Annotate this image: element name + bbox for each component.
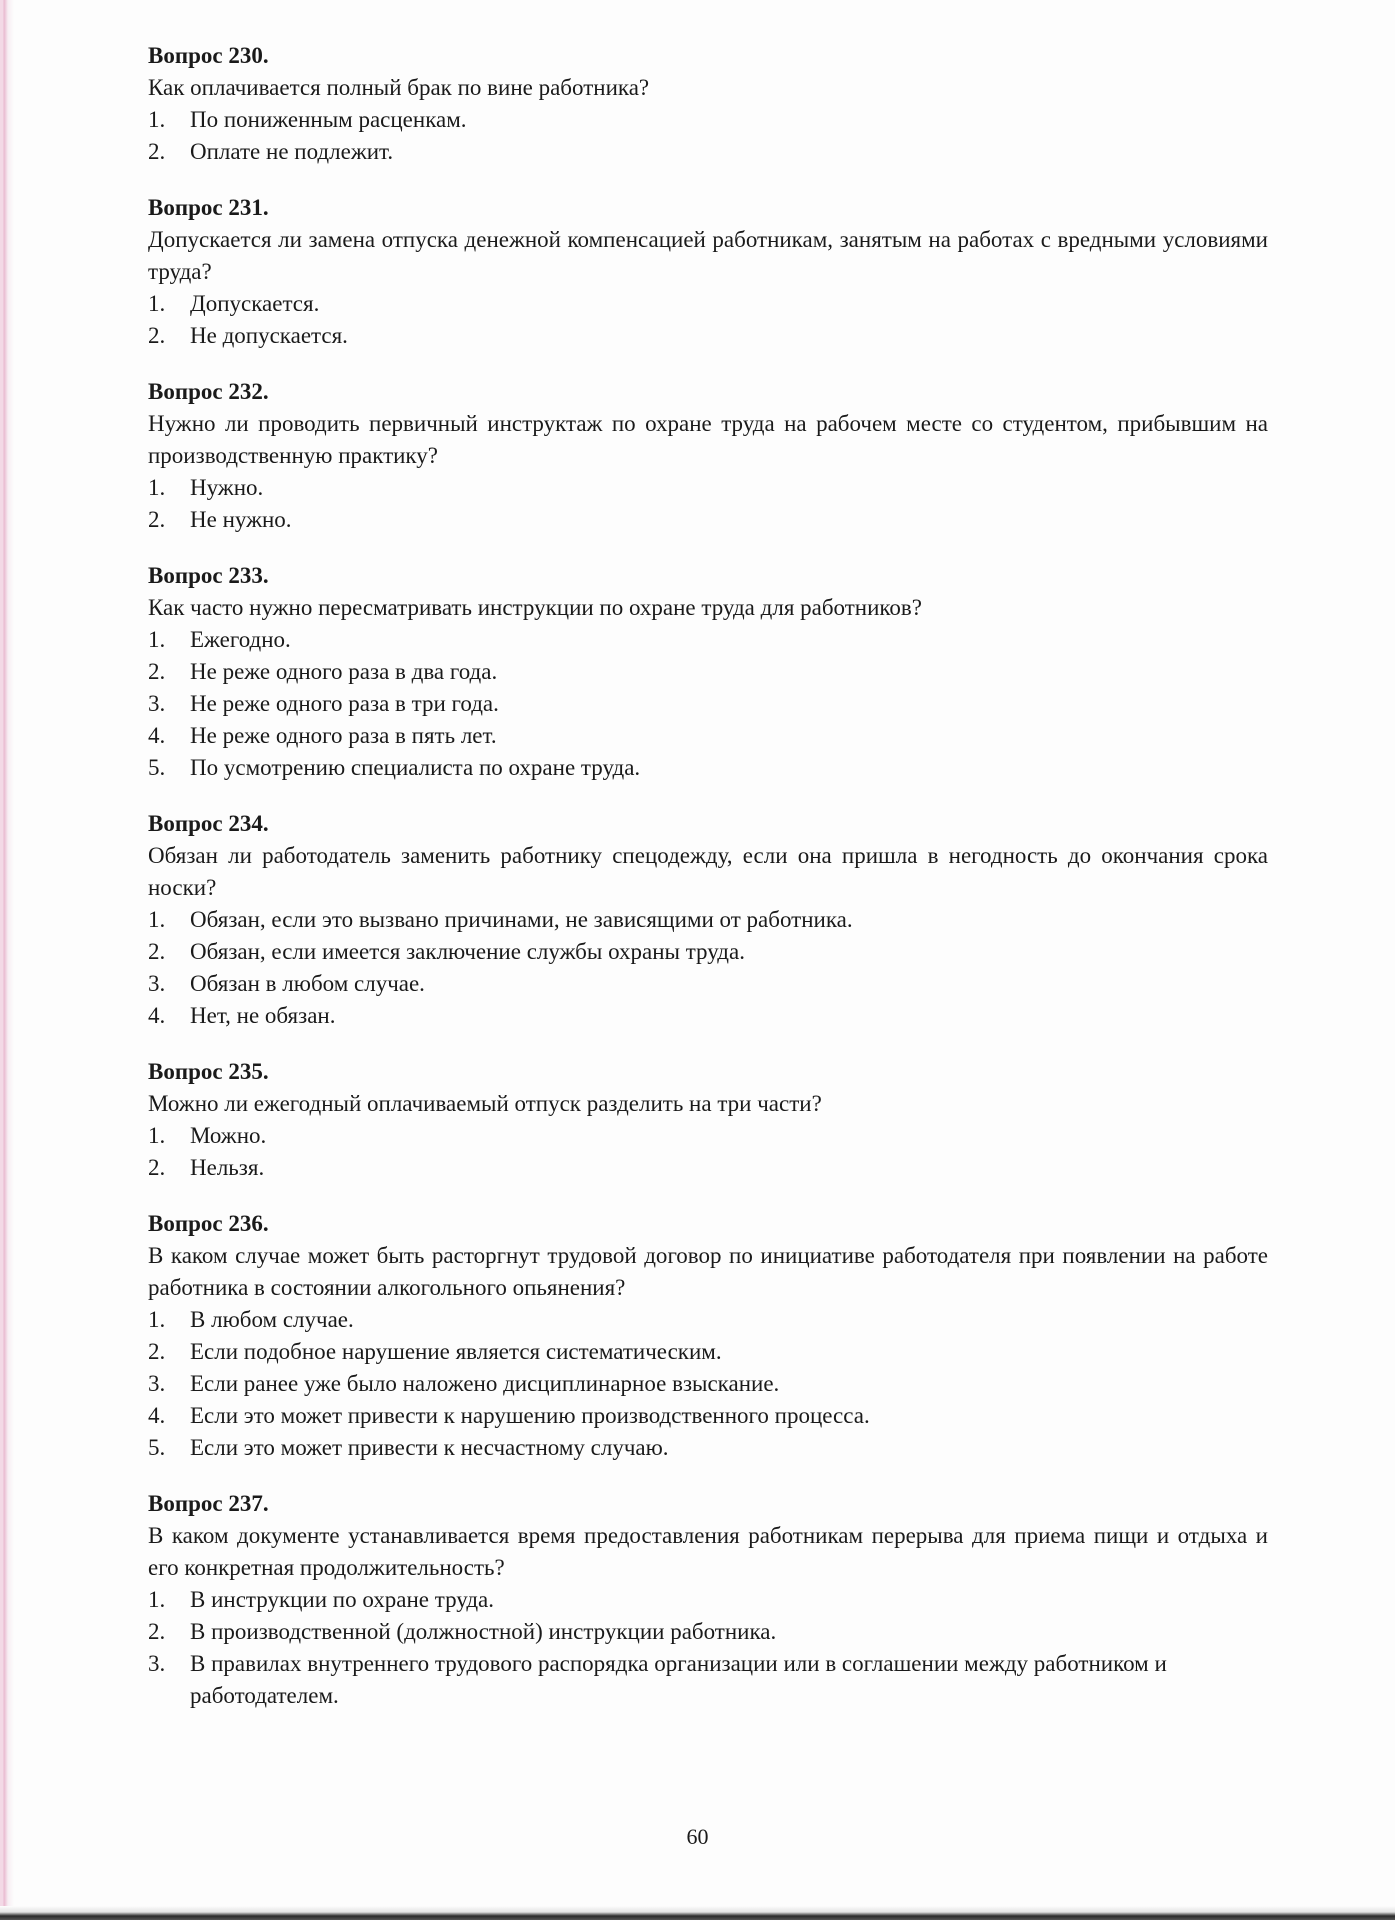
answer-option: [148, 1368, 1268, 1400]
answer-number: 3.: [148, 971, 166, 996]
answer-list: [148, 624, 1268, 784]
question-text: Нужно ли проводить первичный инструктаж по охране труда на рабочем месте со студентом, прибывшим на производственную практику?: [148, 411, 1268, 468]
answer-number: 1.: [148, 107, 166, 132]
question-text: В каком документе устанавливается время предоставления работникам перерыва для приема пищи и отдыха и его конкретная продолжительность?: [148, 1523, 1268, 1580]
answer-text: По пониженным расценкам.: [190, 107, 467, 132]
answer-option: [148, 320, 1268, 352]
question-text: Обязан ли работодатель заменить работнику спецодежду, если она пришла в негодность до окончания срока носки?: [148, 843, 1268, 900]
answer-text: В любом случае.: [190, 1307, 354, 1332]
answer-text: Обязан в любом случае.: [190, 971, 425, 996]
answer-text: Не допускается.: [190, 323, 348, 348]
answer-list: [148, 104, 1268, 168]
answer-option: [148, 936, 1268, 968]
answer-number: 3.: [148, 1651, 166, 1676]
answer-option: [148, 1304, 1268, 1336]
answer-number: 2.: [148, 659, 166, 684]
answer-option: [148, 472, 1268, 504]
answer-option: [148, 1152, 1268, 1184]
question-block: [148, 808, 1268, 1032]
question-list: [148, 40, 1268, 1736]
question-block: [148, 1056, 1268, 1184]
answer-number: 2.: [148, 507, 166, 532]
answer-number: 4.: [148, 723, 166, 748]
answer-list: [148, 1120, 1268, 1184]
answer-number: 2.: [148, 939, 166, 964]
answer-number: 1.: [148, 1123, 166, 1148]
answer-text: По усмотрению специалиста по охране труда.: [190, 755, 641, 780]
question-title: Вопрос 232.: [148, 379, 269, 404]
answer-list: [148, 1584, 1268, 1712]
answer-list: [148, 472, 1268, 536]
answer-text: Не реже одного раза в пять лет.: [190, 723, 497, 748]
answer-number: 3.: [148, 691, 166, 716]
question-text: В каком случае может быть расторгнут трудовой договор по инициативе работодателя при появлении на работе работника в состоянии алкогольного опьянения?: [148, 1243, 1268, 1300]
answer-number: 2.: [148, 1155, 166, 1180]
answer-number: 5.: [148, 755, 166, 780]
answer-option: [148, 968, 1268, 1000]
answer-text: Обязан, если имеется заключение службы охраны труда.: [190, 939, 745, 964]
question-title: Вопрос 231.: [148, 195, 269, 220]
question-text: Допускается ли замена отпуска денежной компенсацией работникам, занятым на работах с вредными условиями труда?: [148, 227, 1268, 284]
question-text: Как оплачивается полный брак по вине работника?: [148, 75, 650, 100]
answer-text: В производственной (должностной) инструкции работника.: [190, 1619, 777, 1644]
answer-text: Если ранее уже было наложено дисциплинарное взыскание.: [190, 1371, 780, 1396]
question-text: Как часто нужно пересматривать инструкции по охране труда для работников?: [148, 595, 922, 620]
question-block: [148, 40, 1268, 168]
answer-number: 2.: [148, 139, 166, 164]
scan-bottom-edge: [0, 1906, 1395, 1920]
answer-number: 1.: [148, 291, 166, 316]
answer-list: [148, 1304, 1268, 1464]
answer-text: Допускается.: [190, 291, 320, 316]
answer-option: [148, 1616, 1268, 1648]
answer-option: [148, 656, 1268, 688]
answer-text: В правилах внутреннего трудового распорядка организации или в соглашении между работником и работодателем.: [190, 1651, 1167, 1708]
question-title: Вопрос 230.: [148, 43, 269, 68]
answer-text: Ежегодно.: [190, 627, 291, 652]
answer-number: 1.: [148, 475, 166, 500]
answer-number: 2.: [148, 323, 166, 348]
answer-text: Если подобное нарушение является систематическим.: [190, 1339, 722, 1364]
answer-option: [148, 752, 1268, 784]
answer-option: [148, 1400, 1268, 1432]
answer-number: 4.: [148, 1003, 166, 1028]
answer-text: Если это может привести к нарушению производственного процесса.: [190, 1403, 870, 1428]
answer-option: [148, 136, 1268, 168]
question-title: Вопрос 237.: [148, 1491, 269, 1516]
answer-option: [148, 504, 1268, 536]
answer-text: Обязан, если это вызвано причинами, не зависящими от работника.: [190, 907, 853, 932]
question-block: [148, 1488, 1268, 1712]
answer-text: Нет, не обязан.: [190, 1003, 336, 1028]
answer-number: 5.: [148, 1435, 166, 1460]
question-title: Вопрос 235.: [148, 1059, 269, 1084]
answer-option: [148, 1336, 1268, 1368]
answer-text: Оплате не подлежит.: [190, 139, 394, 164]
question-block: [148, 192, 1268, 352]
question-block: [148, 560, 1268, 784]
answer-option: [148, 624, 1268, 656]
answer-number: 1.: [148, 1587, 166, 1612]
answer-number: 1.: [148, 1307, 166, 1332]
answer-option: [148, 904, 1268, 936]
answer-text: Можно.: [190, 1123, 267, 1148]
answer-number: 2.: [148, 1619, 166, 1644]
question-block: [148, 376, 1268, 536]
answer-option: [148, 1120, 1268, 1152]
answer-list: [148, 904, 1268, 1032]
answer-number: 1.: [148, 907, 166, 932]
answer-option: [148, 1432, 1268, 1464]
page-edge: [0, 0, 14, 1920]
question-title: Вопрос 234.: [148, 811, 269, 836]
question-block: [148, 1208, 1268, 1464]
answer-option: [148, 1584, 1268, 1616]
answer-option: [148, 688, 1268, 720]
answer-number: 2.: [148, 1339, 166, 1364]
answer-option: [148, 1648, 1268, 1712]
answer-option: [148, 104, 1268, 136]
question-title: Вопрос 233.: [148, 563, 269, 588]
question-text: Можно ли ежегодный оплачиваемый отпуск разделить на три части?: [148, 1091, 822, 1116]
question-title: Вопрос 236.: [148, 1211, 269, 1236]
answer-option: [148, 1000, 1268, 1032]
answer-list: [148, 288, 1268, 352]
answer-number: 1.: [148, 627, 166, 652]
answer-text: Если это может привести к несчастному случаю.: [190, 1435, 669, 1460]
answer-text: Нельзя.: [190, 1155, 265, 1180]
answer-number: 4.: [148, 1403, 166, 1428]
answer-number: 3.: [148, 1371, 166, 1396]
answer-text: Не реже одного раза в три года.: [190, 691, 499, 716]
answer-text: Не нужно.: [190, 507, 292, 532]
answer-text: Не реже одного раза в два года.: [190, 659, 498, 684]
answer-text: Нужно.: [190, 475, 264, 500]
page-number: 60: [686, 1824, 709, 1849]
answer-text: В инструкции по охране труда.: [190, 1587, 494, 1612]
answer-option: [148, 720, 1268, 752]
answer-option: [148, 288, 1268, 320]
